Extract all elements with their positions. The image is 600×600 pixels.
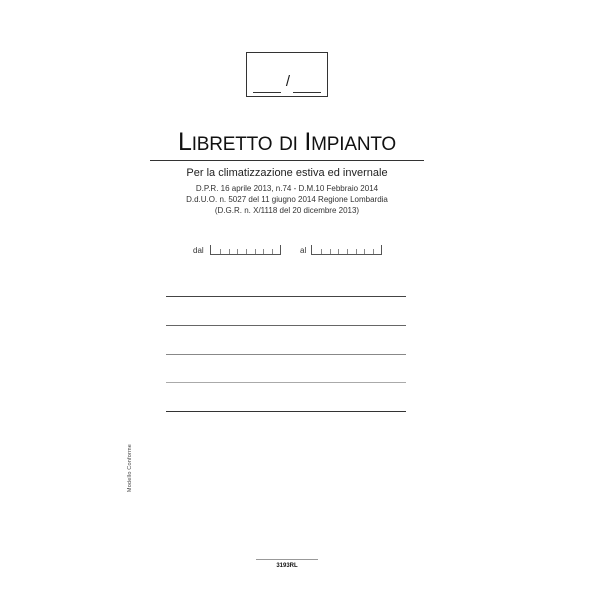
title-initial-3: I [304,128,312,156]
product-code: 3193RL [276,563,298,569]
reference-line: D.d.U.O. n. 5027 del 11 giugno 2014 Regione Lombardia [186,195,388,204]
title-initial-1: L [178,128,192,156]
document-subtitle: Per la climatizzazione estiva ed invernale [186,167,388,179]
legal-references [150,183,424,216]
reference-line: (D.G.R. n. X/1118 del 20 dicembre 2013) [214,206,360,215]
write-line[interactable] [166,411,406,412]
title-rest-3: MPIANTO [311,134,396,155]
side-label: Modello Conforme [127,443,133,493]
title-word-2: DI [279,134,298,155]
reference-line: D.P.R. 16 aprile 2013, n.74 - D.M.10 Febbraio 2014 [195,184,379,193]
write-line[interactable] [166,296,406,297]
from-label: dal [193,246,204,255]
document-title [150,127,424,160]
write-line[interactable] [166,325,406,326]
booklet-number-box[interactable] [246,52,328,97]
number-blank-right [293,92,321,93]
from-date-field[interactable] [210,245,281,255]
write-line[interactable] [166,382,406,383]
to-label: al [300,246,307,255]
code-divider [256,559,318,560]
number-separator: / [285,73,291,90]
number-blank-left [253,92,281,93]
title-divider [150,160,424,161]
to-date-field[interactable] [311,245,382,255]
write-line[interactable] [166,354,406,355]
title-rest-1: IBRETTO [191,134,273,155]
period-row [0,244,600,258]
